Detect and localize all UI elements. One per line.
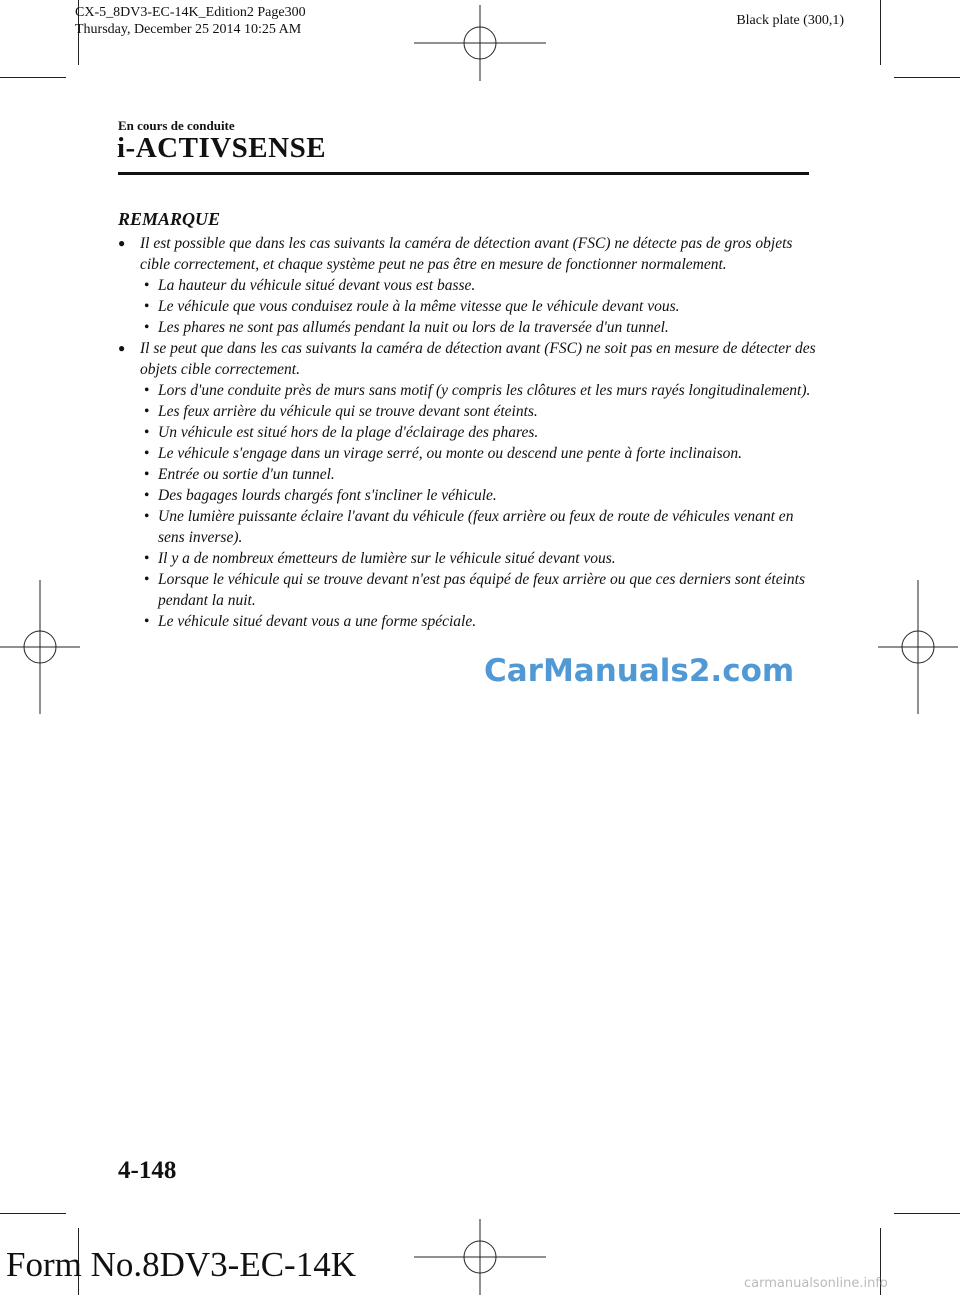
note-subitem <box>118 611 818 632</box>
note-subitem <box>118 380 818 401</box>
note-subitem <box>118 485 818 506</box>
page-number: 4-148 <box>118 1157 177 1184</box>
bullet-dot: • <box>144 382 150 399</box>
bullet-dot: • <box>144 445 150 462</box>
print-info-date: Thursday, December 25 2014 10:25 AM <box>75 22 302 37</box>
registration-mark-top <box>414 5 546 81</box>
note-content <box>118 233 818 632</box>
note-subitem-text: Le véhicule situé devant vous a une forme spéciale. <box>158 613 477 630</box>
registration-mark-right <box>878 580 958 714</box>
registration-mark-left <box>0 580 80 714</box>
print-info <box>75 4 306 38</box>
note-subitem <box>118 548 818 569</box>
bullet-dot: • <box>144 424 150 441</box>
note-subitem-text: Entrée ou sortie d'un tunnel. <box>158 466 335 483</box>
bullet-dot: • <box>144 298 150 315</box>
note-subitem <box>118 422 818 443</box>
section-label: En cours de conduite <box>118 118 235 133</box>
note-bullet <box>118 338 818 380</box>
title-rule <box>118 172 809 175</box>
crop-mark <box>894 1213 960 1214</box>
bullet-dot: • <box>144 487 150 504</box>
note-subitem-text: Le véhicule s'engage dans un virage serré, ou monte ou descend une pente à forte inclinaison. <box>158 445 743 462</box>
bullet-dot: • <box>144 319 150 336</box>
bullet-dot: • <box>144 403 150 420</box>
bullet-dot: • <box>144 613 150 630</box>
registration-mark-bottom <box>414 1219 546 1295</box>
print-info-file: CX-5_8DV3-EC-14K_Edition2 Page300 <box>75 5 306 20</box>
bullet-dot: • <box>144 550 150 567</box>
note-subitem <box>118 296 818 317</box>
note-subitem <box>118 506 818 548</box>
site-watermark: carmanualsonline.info <box>744 1276 888 1291</box>
bullet-dot: • <box>144 571 150 588</box>
note-subitem-text: Une lumière puissante éclaire l'avant du véhicule (feux arrière ou feux de route de véhicules venant en sens inverse). <box>158 508 794 546</box>
crop-mark <box>0 1213 66 1214</box>
note-subitem-text: Il y a de nombreux émetteurs de lumière sur le véhicule situé devant vous. <box>158 550 616 567</box>
note-bullet <box>118 233 818 275</box>
note-subitem <box>118 443 818 464</box>
watermark-logo: CarManuals2.com <box>484 653 795 689</box>
plate-label: Black plate (300,1) <box>736 13 844 28</box>
chapter-title: i-ACTIVSENSE <box>117 132 327 164</box>
note-bullet-text: Il est possible que dans les cas suivants la caméra de détection avant (FSC) ne détecte pas de gros objets cible correctement, et chaque système peut ne pas être en mesure de fonctionner normalement. <box>140 235 793 273</box>
bullet-dot: ● <box>118 341 126 355</box>
note-title: REMARQUE <box>118 209 221 229</box>
note-subitem-text: Le véhicule que vous conduisez roule à la même vitesse que le véhicule devant vous. <box>158 298 680 315</box>
note-subitem-text: Un véhicule est situé hors de la plage d'éclairage des phares. <box>158 424 539 441</box>
crop-mark <box>0 77 66 78</box>
note-bullet-text: Il se peut que dans les cas suivants la caméra de détection avant (FSC) ne soit pas en mesure de détecter des objets cible correctement. <box>140 340 816 378</box>
note-subitem-text: Des bagages lourds chargés font s'incliner le véhicule. <box>158 487 497 504</box>
crop-mark <box>894 77 960 78</box>
note-subitem <box>118 317 818 338</box>
note-subitem <box>118 275 818 296</box>
note-subitem-text: Les feux arrière du véhicule qui se trouve devant sont éteints. <box>158 403 538 420</box>
note-subitem <box>118 569 818 611</box>
bullet-dot: • <box>144 277 150 294</box>
bullet-dot: • <box>144 466 150 483</box>
form-number: Form No.8DV3-EC-14K <box>6 1245 356 1284</box>
bullet-dot: ● <box>118 236 126 250</box>
note-subitem-text: Lorsque le véhicule qui se trouve devant n'est pas équipé de feux arrière ou que ces derniers sont éteints pendant la nuit. <box>158 571 805 609</box>
note-subitem <box>118 401 818 422</box>
bullet-dot: • <box>144 508 150 525</box>
note-subitem <box>118 464 818 485</box>
note-subitem-text: Les phares ne sont pas allumés pendant la nuit ou lors de la traversée d'un tunnel. <box>158 319 669 336</box>
note-subitem-text: Lors d'une conduite près de murs sans motif (y compris les clôtures et les murs rayés longitudinalement). <box>158 382 811 399</box>
crop-mark <box>880 0 881 65</box>
note-subitem-text: La hauteur du véhicule situé devant vous est basse. <box>158 277 476 294</box>
